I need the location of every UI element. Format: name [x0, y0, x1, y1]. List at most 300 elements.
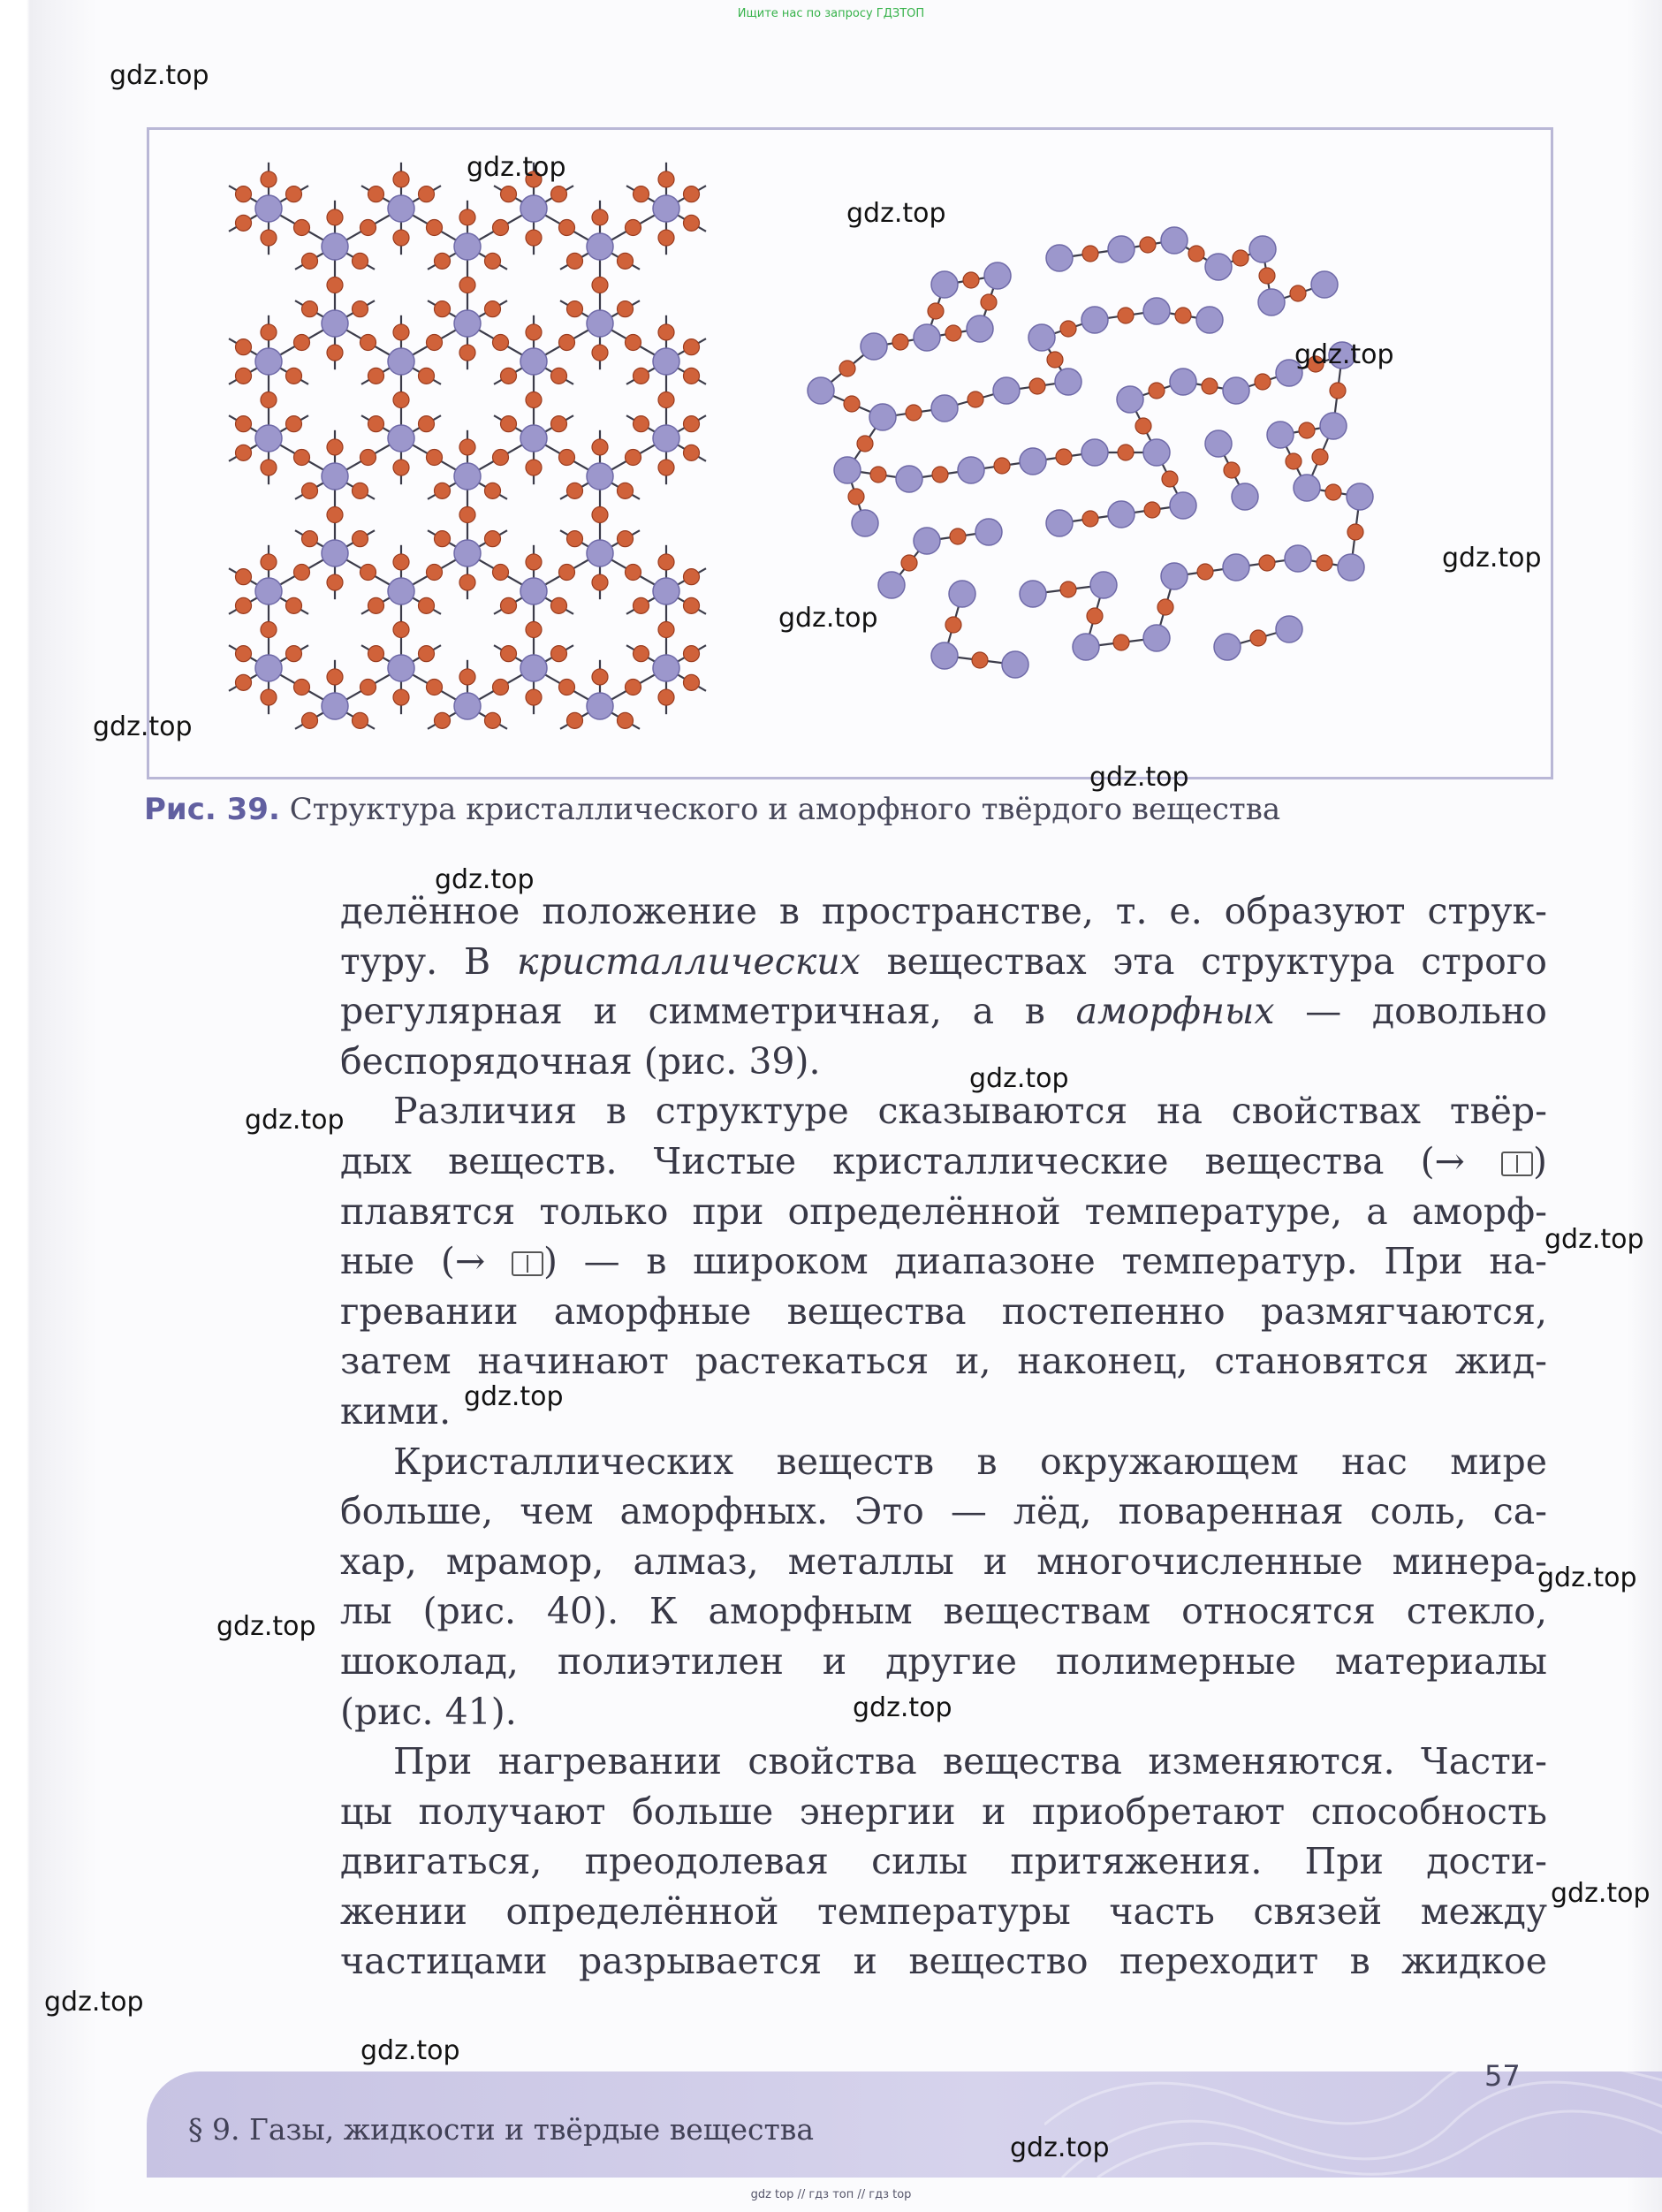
small-atom: [435, 301, 451, 317]
small-atom: [1082, 246, 1098, 262]
large-atom: [587, 463, 613, 490]
large-atom: [653, 655, 679, 681]
large-atom: [255, 348, 282, 375]
large-atom: [322, 693, 348, 719]
large-atom: [1143, 625, 1170, 651]
small-atom: [1162, 471, 1178, 487]
small-atom: [684, 569, 700, 585]
small-atom: [286, 186, 302, 202]
small-atom: [526, 689, 542, 705]
text-line: делённое положение в пространстве, т. е. образуют струк-: [340, 890, 1547, 932]
small-atom: [1197, 564, 1213, 580]
large-atom: [1046, 510, 1073, 536]
small-atom: [634, 646, 649, 662]
small-atom: [419, 186, 435, 202]
watermark: gdz.top: [44, 1987, 144, 2018]
small-atom: [1188, 246, 1204, 262]
small-atom: [526, 554, 542, 570]
large-atom: [861, 333, 887, 360]
small-atom: [626, 220, 641, 236]
body-text: [340, 886, 1547, 1987]
large-atom: [255, 578, 282, 604]
large-atom: [653, 195, 679, 222]
small-atom: [435, 531, 451, 547]
small-atom: [1317, 555, 1332, 571]
large-atom: [1258, 289, 1285, 315]
text-line: При нагревании свойства вещества изменяются. Части-: [393, 1740, 1547, 1783]
small-atom: [286, 646, 302, 662]
glossary-book-icon: [512, 1251, 543, 1276]
large-atom: [1267, 422, 1294, 448]
small-atom: [1060, 321, 1076, 337]
small-atom: [419, 368, 435, 384]
small-atom: [848, 489, 864, 505]
large-atom: [1002, 651, 1028, 678]
small-atom: [353, 253, 368, 269]
large-atom: [967, 315, 993, 342]
small-atom: [1157, 599, 1173, 615]
small-atom: [302, 301, 318, 317]
small-atom: [419, 597, 435, 613]
figure-caption-text: Структура кристаллического и аморфного твёрдого вещества: [289, 792, 1281, 827]
small-atom: [353, 712, 368, 728]
page-number: 57: [1484, 2059, 1521, 2093]
small-atom: [327, 669, 343, 685]
large-atom: [255, 425, 282, 452]
text-run: дых веществ. Чистые кристаллические вещества (→: [340, 1139, 1501, 1182]
large-atom: [1143, 298, 1170, 324]
small-atom: [634, 368, 649, 384]
text-line: [340, 1236, 1547, 1287]
text-line: лы (рис. 40). К аморфным веществам относятся стекло,: [340, 1590, 1547, 1633]
text-line: кими.: [340, 1389, 452, 1433]
small-atom: [1175, 308, 1191, 323]
large-atom: [388, 195, 414, 222]
small-atom: [368, 416, 384, 432]
small-atom: [236, 569, 252, 585]
small-atom: [1056, 449, 1072, 465]
small-atom: [419, 416, 435, 432]
small-atom: [981, 294, 997, 310]
large-atom: [454, 463, 481, 490]
small-atom: [658, 171, 674, 187]
text-run: туру. В: [340, 939, 517, 983]
small-atom: [526, 622, 542, 638]
small-atom: [945, 325, 961, 341]
top-note: Ищите нас по запросу ГДЗТОП: [737, 7, 925, 20]
small-atom: [626, 565, 641, 581]
small-atom: [634, 597, 649, 613]
large-atom: [520, 195, 547, 222]
small-atom: [551, 597, 567, 613]
small-atom: [567, 253, 583, 269]
small-atom: [236, 646, 252, 662]
large-atom: [322, 233, 348, 260]
large-atom: [808, 377, 834, 404]
large-atom: [388, 425, 414, 452]
small-atom: [236, 339, 252, 355]
small-atom: [501, 597, 517, 613]
small-atom: [901, 555, 917, 571]
small-atom: [618, 483, 634, 498]
small-atom: [559, 450, 575, 466]
small-atom: [526, 460, 542, 475]
large-atom: [1090, 572, 1117, 598]
small-atom: [485, 531, 501, 547]
small-atom: [1347, 524, 1363, 540]
small-atom: [968, 391, 983, 407]
large-atom: [869, 404, 896, 430]
small-atom: [435, 483, 451, 498]
large-atom: [1108, 236, 1135, 262]
small-atom: [261, 554, 277, 570]
large-atom: [1249, 236, 1276, 262]
large-atom: [454, 693, 481, 719]
small-atom: [559, 680, 575, 696]
large-atom: [1161, 563, 1188, 589]
watermark: gdz.top: [435, 864, 535, 895]
small-atom: [592, 507, 608, 523]
small-atom: [1082, 511, 1098, 527]
large-atom: [1205, 254, 1232, 280]
text-line: Различия в структуре сказываются на свойствах твёр-: [393, 1090, 1547, 1133]
small-atom: [1118, 308, 1134, 323]
large-atom: [896, 466, 922, 492]
small-atom: [459, 439, 475, 455]
small-atom: [932, 467, 948, 483]
large-atom: [1205, 430, 1232, 457]
small-atom: [658, 392, 674, 408]
large-atom: [653, 578, 679, 604]
small-atom: [626, 335, 641, 351]
small-atom: [567, 712, 583, 728]
small-atom: [393, 689, 409, 705]
small-atom: [592, 439, 608, 455]
small-atom: [626, 680, 641, 696]
small-atom: [493, 450, 509, 466]
crystalline-structure: [229, 163, 706, 729]
small-atom: [526, 230, 542, 246]
small-atom: [551, 646, 567, 662]
small-atom: [501, 646, 517, 662]
small-atom: [501, 186, 517, 202]
small-atom: [1202, 378, 1218, 394]
large-atom: [587, 310, 613, 337]
small-atom: [360, 335, 376, 351]
large-atom: [984, 262, 1011, 289]
text-line: беспорядочная (рис. 39).: [340, 1039, 821, 1083]
small-atom: [261, 460, 277, 475]
large-atom: [1046, 245, 1073, 271]
small-atom: [368, 597, 384, 613]
small-atom: [950, 528, 966, 544]
small-atom: [1330, 383, 1346, 399]
text-line: двигаться, преодолевая силы притяжения. При дости-: [340, 1840, 1547, 1883]
small-atom: [485, 253, 501, 269]
small-atom: [1060, 582, 1076, 597]
small-atom: [844, 396, 860, 412]
small-atom: [1149, 383, 1165, 399]
large-atom: [587, 540, 613, 566]
small-atom: [526, 324, 542, 340]
small-atom: [294, 450, 310, 466]
small-atom: [435, 712, 451, 728]
small-atom: [485, 712, 501, 728]
small-atom: [1312, 449, 1328, 465]
small-atom: [294, 335, 310, 351]
small-atom: [261, 392, 277, 408]
large-atom: [388, 655, 414, 681]
large-atom: [322, 463, 348, 490]
small-atom: [360, 680, 376, 696]
small-atom: [1047, 352, 1063, 368]
small-atom: [618, 253, 634, 269]
small-atom: [567, 483, 583, 498]
large-atom: [520, 425, 547, 452]
page-gutter-shade: [0, 0, 97, 2212]
small-atom: [684, 416, 700, 432]
small-atom: [684, 186, 700, 202]
small-atom: [368, 368, 384, 384]
watermark: gdz.top: [969, 1063, 1069, 1094]
small-atom: [906, 405, 922, 421]
large-atom: [993, 377, 1020, 404]
watermark: gdz.top: [1544, 1224, 1644, 1255]
large-atom: [914, 324, 940, 351]
text-line: цы получают больше энергии и приобретают способность: [340, 1790, 1547, 1833]
watermark: gdz.top: [1537, 1562, 1637, 1593]
large-atom: [949, 581, 975, 607]
watermark: gdz.top: [110, 60, 209, 91]
small-atom: [427, 220, 443, 236]
large-atom: [454, 540, 481, 566]
small-atom: [1233, 250, 1248, 266]
watermark: gdz.top: [216, 1611, 316, 1642]
large-atom: [1170, 492, 1196, 519]
small-atom: [592, 669, 608, 685]
small-atom: [485, 301, 501, 317]
small-atom: [626, 450, 641, 466]
figure-caption: [144, 792, 1280, 827]
small-atom: [618, 712, 634, 728]
small-atom: [658, 460, 674, 475]
small-atom: [972, 652, 988, 668]
watermark: gdz.top: [1089, 762, 1189, 793]
small-atom: [236, 445, 252, 460]
small-atom: [839, 361, 855, 376]
large-atom: [653, 348, 679, 375]
large-atom: [1143, 439, 1170, 466]
text-run: — довольно: [1274, 990, 1547, 1033]
small-atom: [1135, 418, 1151, 434]
small-atom: [658, 689, 674, 705]
small-atom: [261, 622, 277, 638]
small-atom: [592, 209, 608, 225]
text-line: (рис. 41).: [340, 1690, 517, 1733]
text-line: плавятся только при определённой температуре, а аморф-: [340, 1190, 1547, 1233]
small-atom: [327, 277, 343, 293]
text-line: гревании аморфные вещества постепенно размягчаются,: [340, 1289, 1547, 1333]
large-atom: [255, 195, 282, 222]
small-atom: [427, 565, 443, 581]
large-atom: [1223, 554, 1249, 581]
small-atom: [393, 230, 409, 246]
text-line: затем начинают растекаться и, наконец, становятся жид-: [340, 1340, 1547, 1383]
small-atom: [327, 439, 343, 455]
watermark: gdz.top: [1010, 2132, 1110, 2163]
small-atom: [634, 416, 649, 432]
large-atom: [1294, 475, 1320, 501]
large-atom: [1117, 386, 1143, 413]
small-atom: [261, 324, 277, 340]
large-atom: [1055, 369, 1081, 395]
small-atom: [501, 416, 517, 432]
small-atom: [485, 483, 501, 498]
watermark: gdz.top: [1294, 339, 1394, 370]
small-atom: [302, 531, 318, 547]
large-atom: [1081, 307, 1108, 333]
small-atom: [393, 460, 409, 475]
small-atom: [459, 507, 475, 523]
large-atom: [958, 457, 984, 483]
watermark: gdz.top: [778, 603, 878, 634]
text-line: Кристаллических веществ в окружающем нас мире: [393, 1440, 1547, 1483]
small-atom: [294, 565, 310, 581]
large-atom: [931, 642, 958, 669]
small-atom: [360, 220, 376, 236]
small-atom: [559, 565, 575, 581]
small-atom: [994, 458, 1010, 474]
small-atom: [393, 324, 409, 340]
small-atom: [1286, 453, 1302, 469]
small-atom: [261, 230, 277, 246]
small-atom: [1224, 462, 1240, 478]
small-atom: [236, 186, 252, 202]
large-atom: [1028, 324, 1055, 351]
small-atom: [928, 303, 944, 319]
small-atom: [459, 669, 475, 685]
term-amorphous: аморфных: [1075, 990, 1275, 1033]
watermark: gdz.top: [464, 1381, 564, 1412]
large-atom: [322, 310, 348, 337]
large-atom: [1020, 581, 1046, 607]
small-atom: [427, 680, 443, 696]
text-line: жении определённой температуры часть связей между: [340, 1889, 1547, 1933]
small-atom: [551, 186, 567, 202]
small-atom: [459, 277, 475, 293]
text-line: шоколад, полиэтилен и другие полимерные материалы: [340, 1639, 1547, 1683]
small-atom: [493, 335, 509, 351]
small-atom: [1140, 237, 1156, 253]
small-atom: [294, 680, 310, 696]
small-atom: [1144, 502, 1160, 518]
large-atom: [1276, 616, 1302, 642]
small-atom: [393, 171, 409, 187]
small-atom: [567, 301, 583, 317]
small-atom: [427, 450, 443, 466]
small-atom: [236, 597, 252, 613]
small-atom: [435, 253, 451, 269]
large-atom: [322, 540, 348, 566]
small-atom: [684, 597, 700, 613]
watermark: gdz.top: [467, 152, 566, 183]
small-atom: [427, 335, 443, 351]
figure-label: Рис. 39.: [144, 792, 280, 827]
watermark: gdz.top: [360, 2035, 460, 2066]
glossary-book-icon: [1501, 1152, 1533, 1176]
small-atom: [857, 436, 873, 452]
small-atom: [327, 574, 343, 590]
watermark: gdz.top: [853, 1692, 952, 1723]
small-atom: [1087, 608, 1103, 624]
small-atom: [419, 646, 435, 662]
small-atom: [286, 416, 302, 432]
large-atom: [1196, 307, 1223, 333]
large-atom: [914, 528, 940, 554]
small-atom: [493, 565, 509, 581]
small-atom: [1259, 555, 1275, 571]
large-atom: [520, 348, 547, 375]
small-atom: [353, 301, 368, 317]
small-atom: [684, 445, 700, 460]
small-atom: [892, 334, 908, 350]
small-atom: [360, 565, 376, 581]
small-atom: [592, 345, 608, 361]
small-atom: [1325, 484, 1341, 500]
small-atom: [526, 392, 542, 408]
large-atom: [1214, 634, 1241, 660]
small-atom: [393, 392, 409, 408]
small-atom: [945, 617, 961, 633]
large-atom: [1020, 448, 1046, 475]
small-atom: [592, 574, 608, 590]
small-atom: [294, 220, 310, 236]
large-atom: [1081, 439, 1108, 466]
small-atom: [567, 531, 583, 547]
large-atom: [1311, 271, 1338, 298]
small-atom: [501, 368, 517, 384]
small-atom: [559, 335, 575, 351]
watermark: gdz.top: [1442, 543, 1542, 574]
small-atom: [658, 554, 674, 570]
watermark: gdz.top: [93, 711, 193, 742]
bottom-note: gdz top // гдз топ // гдз top: [750, 2188, 912, 2201]
large-atom: [1170, 369, 1196, 395]
large-atom: [1347, 483, 1373, 510]
large-atom: [1073, 634, 1099, 660]
small-atom: [261, 171, 277, 187]
small-atom: [658, 230, 674, 246]
small-atom: [551, 416, 567, 432]
small-atom: [870, 467, 886, 483]
amorphous-structure: [808, 227, 1373, 678]
large-atom: [653, 425, 679, 452]
small-atom: [236, 416, 252, 432]
large-atom: [878, 572, 905, 598]
small-atom: [261, 689, 277, 705]
small-atom: [684, 215, 700, 231]
paragraph-1: [340, 886, 1547, 1086]
small-atom: [1290, 285, 1306, 301]
small-atom: [1250, 630, 1266, 646]
contour-pattern-icon: [1044, 2071, 1662, 2178]
small-atom: [592, 277, 608, 293]
large-atom: [1108, 501, 1135, 528]
small-atom: [360, 450, 376, 466]
large-atom: [587, 693, 613, 719]
large-atom: [852, 510, 878, 536]
small-atom: [551, 368, 567, 384]
